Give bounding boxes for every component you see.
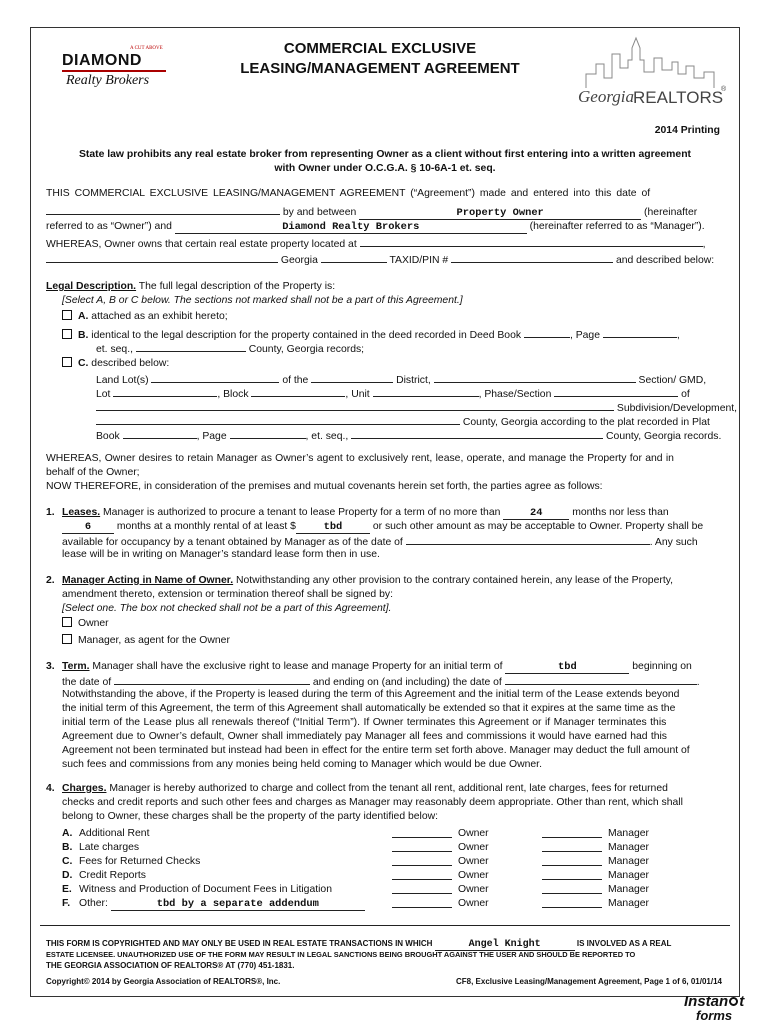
charge-item-a [62,827,662,841]
whereas2-line3: NOW THEREFORE, in consideration of the premises and mutual covenants herein set forth, the parties agree as follows: [46,481,603,492]
leases-text3: available for occupancy by a tenant obtained by Manager as of the date of [62,537,403,548]
ending-label: and ending on (and including) the date of [312,677,502,688]
charge-manager-field[interactable] [542,827,602,838]
charge-label: Additional Rent [79,828,150,839]
assoc-script: Georgia [578,87,635,106]
option-b-letter: B. [78,330,89,341]
book-line [96,428,721,444]
hereinafter-label: (hereinafter [644,207,698,218]
intro-text: THIS COMMERCIAL EXCLUSIVE LEASING/MANAGEMENT AGREEMENT (“Agreement”) made and entered into this date of [46,188,651,199]
owner-label: Owner [458,884,489,895]
printing-label: 2014 Printing [654,125,720,136]
acting-num: 2. [46,575,55,586]
term-line5: initial term of the Lease plus all renewals thereof (“Initial Term”). If Owner terminates this Agreement or if Manager terminates this [62,717,667,728]
leases-text2b: or such other amount as may be acceptable to Owner. Property shall be [372,521,704,532]
occupancy-date-field[interactable] [406,534,650,545]
property-address-field[interactable] [360,236,703,247]
instanet-forms-logo [684,994,764,1022]
described-label: and described below: [615,255,715,266]
manager-label: Manager [608,884,650,895]
charges-heading: Charges. [62,783,107,794]
manager-label: Manager [608,828,650,839]
land-lot-field[interactable] [151,372,279,383]
page-label: , Page [196,431,227,442]
city-field[interactable] [46,252,278,263]
title-line2: LEASING/MANAGEMENT AGREEMENT [240,60,520,77]
deed-book-field[interactable] [524,327,570,338]
intro-line5 [46,252,714,268]
instant-circle [729,997,738,1006]
subdivision-label: Subdivision/Development, [616,403,738,414]
charge-letter: B. [62,842,73,853]
intro-line2 [46,204,697,220]
of-the-label: of the [282,375,309,386]
charge-item-c [62,855,662,869]
charge-label: Other: [79,898,108,909]
acting-option-owner[interactable] [62,617,109,631]
charge-manager-field[interactable] [542,897,602,908]
charge-letter: D. [62,870,73,881]
skyline-icon [582,34,722,90]
legal-option-b-line2 [96,341,364,357]
manager-option-label: Manager, as agent for the Owner [78,635,230,646]
footer-copy-line2: ESTATE LICENSEE. UNAUTHORIZED USE OF THE FORM MAY RESULT IN LEGAL SANCTIONS BEING BROUGHT AGAINST THE USER AND SHOULD BE REPORTED TO [46,950,636,959]
district-label: District, [396,375,431,386]
max-months-field[interactable]: 24 [503,508,569,520]
intro-line3 [46,220,705,234]
leases-text1b: months nor less than [572,507,669,518]
intro-line1 [46,187,722,201]
unit-field[interactable] [373,386,479,397]
district-num-field[interactable] [311,372,393,383]
option-c-text: described below: [91,358,170,369]
book-label: Book [96,431,120,442]
owner-label: Owner [458,842,489,853]
logo-main: DIAMOND [62,52,142,69]
georgia-realtors-logo [578,34,728,120]
licensee-field[interactable]: Angel Knight [435,939,575,951]
zip-field[interactable] [321,252,387,263]
option-b-checkbox[interactable] [62,329,72,339]
option-b-text: identical to the legal description for the property contained in the deed recorded in Deed Book [91,330,522,341]
charge-owner-field[interactable] [392,897,452,908]
whereas-property-label: WHEREAS, Owner owns that certain real estate property located at [46,239,357,250]
plat-page-field[interactable] [230,428,306,439]
leases-line4: lease will be in writing on Manager’s standard lease form then in use. [62,549,380,560]
term-num: 3. [46,661,55,672]
footer-copy1b: IS INVOLVED AS A REAL [576,939,672,948]
deed-page-field[interactable] [603,327,677,338]
referred-owner-label: referred to as “Owner”) and [46,221,172,232]
beginning-label: beginning on [632,661,692,672]
comma: , [676,330,680,341]
taxid-field[interactable] [451,252,613,263]
acting-line1 [46,574,673,588]
date-of-label: the date of [62,677,112,688]
etseq-label: et. seq., [96,344,133,355]
block-field[interactable] [251,386,345,397]
charge-label: Late charges [79,842,140,853]
footer-copy-line3: THE GEORGIA ASSOCIATION OF REALTORS® AT (770) 451-1831. [46,961,295,970]
referred-manager-label: (hereinafter referred to as “Manager”). [529,221,705,232]
assoc-caps: REALTORS [633,88,724,107]
owner-label: Owner [458,898,489,909]
acting-line2: amendment thereto, extension or termination thereof shall be signed by: [62,589,393,600]
legal-option-c[interactable] [62,357,169,371]
charge-manager-field[interactable] [542,883,602,894]
charges-line3: belong to Owner, these charges shall be the property of the party identified below: [62,811,439,822]
legal-text: The full legal description of the Property is: [136,281,336,292]
charges-line1 [46,782,668,796]
charge-label: Credit Reports [79,870,146,881]
period: . [696,677,700,688]
footer-copy1a: THIS FORM IS COPYRIGHTED AND MAY ONLY BE USED IN REAL ESTATE TRANSACTIONS IN WHICH [46,939,433,948]
leases-num: 1. [46,507,55,518]
forms-text: forms [696,1008,733,1023]
logo-sub: Realty Brokers [66,73,150,88]
charge-label: Fees for Returned Checks [79,856,201,867]
taxid-label: TAXID/PIN # [389,255,449,266]
records-county-field[interactable] [351,428,603,439]
land-lot-label: Land Lot(s) [96,375,149,386]
of-label: of [681,389,690,400]
legal-instruction: [Select A, B or C below. The sections not marked shall not be a part of this Agreement.] [62,295,463,306]
leases-line1 [46,506,669,520]
intro-line4 [46,236,706,252]
start-date-field[interactable] [114,674,310,685]
end-date-field[interactable] [505,674,697,685]
whereas2-line1: WHEREAS, Owner desires to retain Manager as Owner’s agent to exclusively rent, lease, operate, and manage the Property for and in [46,453,674,464]
section-gmd-label: Section/ GMD, [638,375,707,386]
notice-line1: State law prohibits any real estate broker from representing Owner as a client without first entering into a written agreement [78,149,692,160]
acting-instruction: [Select one. The box not checked shall not be a part of this Agreement]. [62,603,392,614]
form-id: CF8, Exclusive Leasing/Management Agreement, Page 1 of 6, 01/01/14 [455,977,722,986]
term-line6: Agreement due to Owner’s default, Owner shall immediately pay Manager all fees and commissions it would have earned had this [62,731,667,742]
charge-item-d [62,869,662,883]
legal-heading: Legal Description. [46,281,137,292]
instant-t: t [739,993,745,1010]
charge-owner-field[interactable] [392,883,452,894]
leases-text2: months at a monthly rental of at least $ [116,521,296,532]
copyright: Copyright© 2014 by Georgia Association of REALTORS®, Inc. [46,977,281,986]
georgia-label: Georgia [280,255,318,266]
comma: , [702,239,706,250]
instant-text: Instan [684,993,729,1010]
charge-item-e [62,883,662,897]
term-line3: Notwithstanding the above, if the Property is leased during the term of this Agreement and the initial term of the Lease extends beyond [62,689,680,700]
option-c-letter: C. [78,358,89,369]
charge-other-field[interactable]: tbd by a separate addendum [111,899,365,911]
charge-label: Witness and Production of Document Fees in Litigation [79,884,332,895]
charges-line2: checks and credit reports and such other fees and charges as Manager may reasonably deem appropriate. Other than rent, which shall [62,797,683,808]
option-c-checkbox[interactable] [62,357,72,367]
term-text1: Manager shall have the exclusive right to lease and manage Property for an initial term of [89,661,503,672]
owner-name-field[interactable]: Property Owner [359,208,641,220]
charge-manager-field[interactable] [542,869,602,880]
leases-text3b: . Any such [649,537,698,548]
term-heading: Term. [62,661,90,672]
charge-letter: E. [62,884,72,895]
charge-owner-field[interactable] [392,841,452,852]
charge-owner-field[interactable] [392,827,452,838]
block-label: , Block [217,389,249,400]
charge-item-b [62,841,662,855]
charge-letter: C. [62,856,73,867]
title-line1: COMMERCIAL EXCLUSIVE [283,40,477,57]
leases-text1: Manager is authorized to procure a tenant to lease Property for a term of no more than [100,507,501,518]
subdivision-field[interactable] [96,400,614,411]
charge-owner-field[interactable] [392,869,452,880]
acting-option-manager[interactable] [62,634,230,648]
footer-rule [40,925,730,926]
district-field[interactable] [434,372,636,383]
leases-heading: Leases. [62,507,101,518]
whereas2-line2: behalf of the Owner; [46,467,140,478]
term-line1 [46,660,692,674]
logo-tag: A CUT ABOVE [130,46,163,51]
lot-field[interactable] [113,386,217,397]
phase-label: , Phase/Section [478,389,552,400]
leases-line2 [62,520,703,534]
option-a-letter: A. [78,311,89,322]
b-county-field[interactable] [136,341,246,352]
term-line8: such fees and commissions from any monies being held coming to Manager which would be due Owner. [62,759,542,770]
term-line4: the initial term of this Agreement, the term of this Agreement shall automatically be extended so that it expires at the same time as the [62,703,676,714]
charges-text1: Manager is hereby authorized to charge and collect from the tenant all rent, additional rent, late charges, fees for returned [106,783,668,794]
plat-book-field[interactable] [123,428,197,439]
lot-label: Lot [96,389,111,400]
notice-line2: with Owner under O.C.G.A. § 10-6A-1 et. seq. [274,163,496,174]
plat-county-label: County, Georgia according to the plat recorded in Plat [462,417,710,428]
page-label: , Page [569,330,600,341]
acting-heading: Manager Acting in Name of Owner. [62,575,234,586]
etseq-label: , et. seq., [305,431,349,442]
owner-checkbox[interactable] [62,617,72,627]
assoc-mark: ® [721,86,727,93]
unit-label: , Unit [345,389,370,400]
diamond-logo [60,46,170,96]
owner-option-label: Owner [78,618,109,629]
term-line7: Agreement not been terminated but instead had been in effect for the entire term set forth above. Manager may deduct the full amount of [62,745,690,756]
charge-manager-field[interactable] [542,841,602,852]
legal-option-a[interactable] [62,310,228,324]
manager-label: Manager [608,856,650,867]
owner-label: Owner [458,870,489,881]
owner-label: Owner [458,856,489,867]
charge-item-f [62,897,662,911]
owner-label: Owner [458,828,489,839]
charges-num: 4. [46,783,55,794]
legal-heading-line [46,280,335,294]
b-county-label: County, Georgia records; [248,344,365,355]
acting-text1: Notwithstanding any other provision to the contrary contained herein, any lease of the Property, [233,575,674,586]
phase-field[interactable] [554,386,678,397]
charge-manager-field[interactable] [542,855,602,866]
option-a-checkbox[interactable] [62,310,72,320]
manager-name-field[interactable]: Diamond Realty Brokers [175,222,527,234]
by-between-label: by and between [282,207,357,218]
term-length-field[interactable]: tbd [505,662,629,674]
rent-field[interactable]: tbd [296,522,370,534]
manager-label: Manager [608,870,650,881]
charge-letter: F. [62,898,71,909]
min-months-field[interactable]: 6 [62,522,114,534]
plat-county-field[interactable] [96,414,460,425]
charge-owner-field[interactable] [392,855,452,866]
charge-letter: A. [62,828,73,839]
manager-checkbox[interactable] [62,634,72,644]
agreement-date-field[interactable] [46,204,280,215]
records-county-label: County, Georgia records. [606,431,722,442]
option-a-text: attached as an exhibit hereto; [91,311,228,322]
manager-label: Manager [608,898,650,909]
manager-label: Manager [608,842,650,853]
